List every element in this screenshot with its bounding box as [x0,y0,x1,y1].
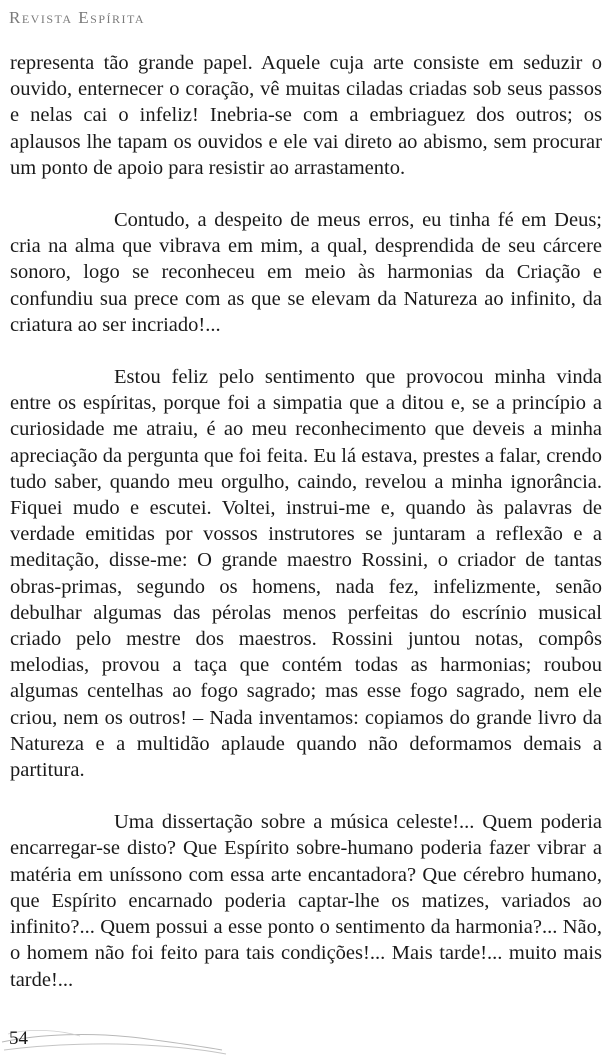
paragraph-continued: representa tão grande papel. Aquele cuja arte consiste em seduzir o ouvido, enternecer o coração, vê muitas ciladas criadas sob seus passos e nelas cai o infeliz! Inebria-se com a embriaguez dos outros; os aplausos lhe tapam os ouvidos e ele vai direto ao abismo, sem procurar um ponto de apoio para resistir ao arrastamento. [10,52,602,179]
page-number: 54 [9,1028,28,1049]
paragraph: Uma dissertação sobre a música celeste!... Quem poderia encarregar-se disto? Que Espírito sobre-humano poderia fazer vibrar a matéria em uníssono com essa arte encantadora? Que cérebro humano, que Espírito encarnado poderia captar-lhe os matizes, variados ao infinito?... Quem possui a esse ponto o sentimento da harmonia?... Não, o homem não foi feito para tais condições!... Mais tarde!... muito mais tarde!... [10,811,602,991]
page-number-swash-ornament [0,1020,230,1056]
paragraph: Estou feliz pelo sentimento que provocou minha vinda entre os espíritas, porque foi a simpatia que a ditou e, se a princípio a curiosidade me atraiu, é ao meu reconhecimento que deveis a minha apreciação da pergunta que foi feita. Eu lá estava, prestes a falar, crendo tudo saber, quando meu orgulho, caindo, revelou a minha ignorância. Fiquei mudo e escutei. Voltei, instrui-me e, quando às palavras de verdade emitidas por vossos instrutores se juntaram a reflexão e a meditação, disse-me: O grande maestro Rossini, o criador de tantas obras-primas, segundo os homens, nada fez, infelizmente, senão debulhar algumas das pérolas menos perfeitas do escrínio musical criado pelo mestre dos maestros. Rossini juntou notas, compôs melodias, provou a taça que contém todas as harmonias; roubou algumas centelhas ao fogo sagrado; mas esse fogo sagrado, nem ele criou, nem os outros! – Nada inventamos: copiamos do grande livro da Natureza e a multidão aplaude quando não deformamos demais a partitura. [10,366,602,782]
page-body [10,50,602,1019]
paragraph: Contudo, a despeito de meus erros, eu tinha fé em Deus; cria na alma que vibrava em mim, a qual, desprendida de seu cárcere sonoro, logo se reconheceu em meio às harmonias da Criação e confundiu sua prece com as que se elevam da Natureza ao infinito, da criatura ao ser incriado!... [10,209,602,336]
running-title: Revista Espírita [9,8,146,27]
